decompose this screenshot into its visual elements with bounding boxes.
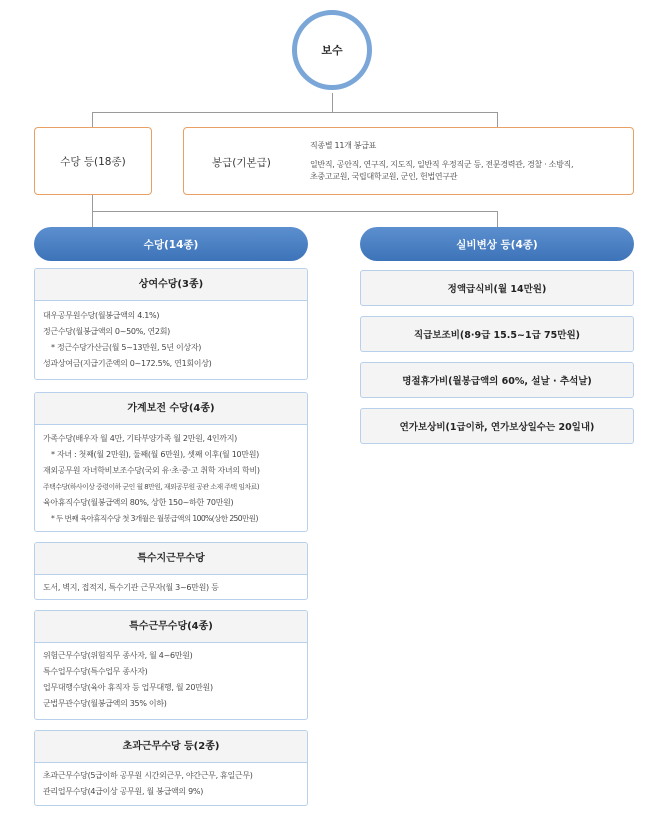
root-label: 보수 [321,44,343,57]
connector-to-allowance [92,112,93,127]
card-row: 재외공무원 자녀학비보조수당(국외 유·초·중·고 취학 자녀의 학비) [43,466,260,475]
card-row: 초과근무수당(5급이하 공무원 시간외근무, 야간근무, 휴일근무) [43,771,253,780]
card-overtime-allowance [34,730,308,806]
card-row: 위험근무수당(위험직무 종사자, 월 4~6만원) [43,651,193,660]
card-label: 직급보조비(8·9급 15.5~1급 75만원) [414,330,580,341]
card-row: 육아휴직수당(월봉급액의 80%, 상한 150~하한 70만원) [43,498,234,507]
card-title: 가계보전 수당(4종) [35,393,307,425]
card-row: 정근수당(월봉급액의 0~50%, 연2회) [43,327,170,336]
right-column-header [360,227,634,261]
connector-allowance-down [92,195,93,212]
card-title: 특수지근무수당 [35,543,307,575]
card-household-allowance [34,392,308,532]
salary-box-line2: 초중고교원, 국립대학교원, 군인, 헌법연구관 [310,172,458,181]
salary-box-heading: 직종별 11개 봉급표 [310,141,377,150]
connector-to-left-header [92,211,93,227]
card-label: 정액급식비(월 14만원) [447,284,547,295]
card-row: 특수업무수당(특수업무 종사자) [43,667,148,676]
card-row: 업무대행수당(육아 휴직자 등 업무대행, 월 20만원) [43,683,213,692]
card-row: 가족수당(배우자 월 4만, 기타부양가족 월 2만원, 4인까지) [43,434,237,443]
card-row: 관리업무수당(4급이상 공무원, 월 봉급액의 9%) [43,787,204,796]
card-meal-allowance [360,270,634,306]
card-row: 대우공무원수당(월봉급액의 4.1%) [43,311,160,320]
root-node [292,10,372,90]
allowance-box-label: 수당 등(18종) [60,155,126,168]
card-special-area-allowance [34,542,308,600]
right-column-header-label: 실비변상 등(4종) [456,238,538,251]
card-row: * 두 번째 육아휴직수당 첫 3개월은 월봉급액의 100%(상한 250만원) [51,514,258,523]
card-special-duty-allowance [34,610,308,720]
connector-top-horizontal [92,112,498,113]
card-title: 특수근무수당(4종) [35,611,307,643]
left-column-header-label: 수당(14종) [143,238,199,251]
card-annual-leave-compensation [360,408,634,444]
card-bonus-allowance [34,268,308,380]
card-row: 성과상여금(지급기준액의 0~172.5%, 연1회이상) [43,359,212,368]
connector-mid-horizontal [92,211,498,212]
card-row: 도서, 벽지, 접적지, 특수기관 근무자(월 3~6만원) 등 [43,583,219,592]
card-label: 연가보상비(1급이하, 연가보상일수는 20일내) [399,422,595,433]
salary-box-line1: 일반직, 공안직, 연구직, 지도직, 일반직 우정직군 등, 전문경력관, 경찰 · 소방직, [310,160,574,169]
card-row: 군법무관수당(월봉급액의 35% 이하) [43,699,167,708]
card-row: * 자녀 : 첫째(월 2만원), 둘째(월 6만원), 셋째 이후(월 10만원) [51,450,259,459]
left-column-header [34,227,308,261]
salary-box [183,127,634,195]
salary-box-label: 봉급(기본급) [212,157,271,169]
connector-root-down [332,93,333,113]
card-position-subsidy [360,316,634,352]
card-row: 주택수당(하사이상 중령이하 군인 월 8만원, 재외공무원 공관 소재 주택 임차료) [43,483,260,491]
card-label: 명절휴가비(월봉급액의 60%, 설날 · 추석날) [402,376,592,387]
allowance-box [34,127,152,195]
connector-to-right-header [497,211,498,227]
card-row: * 정근수당가산금(월 5~13만원, 5년 이상자) [51,343,202,352]
card-title: 초과근무수당 등(2종) [35,731,307,763]
connector-to-salary [497,112,498,127]
card-holiday-bonus [360,362,634,398]
card-title: 상여수당(3종) [35,269,307,301]
